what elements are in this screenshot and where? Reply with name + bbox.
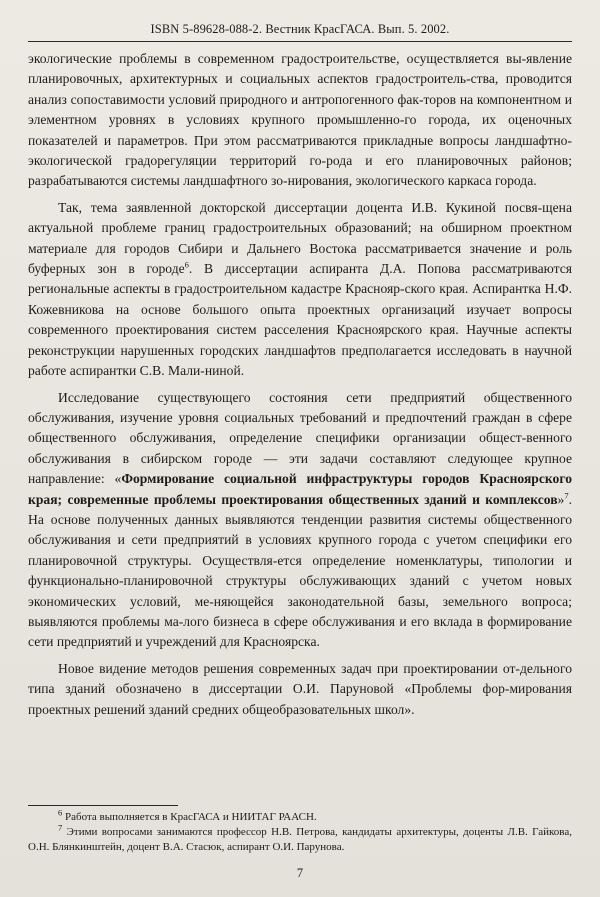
footnote-number: 6 [58,807,63,818]
text-run: экологические проблемы в современном градостроительстве, осуществляется вы-явление планировочных, архитектурных и социальных аспектов градостроитель-ства, проводится анализ сопоставимости условий природного и антропогенного фак-торов на компонентном и элементном уровнях в условиях крупного промышленно-го города, их оценочных показателей и параметров. При этом рассматриваются прикладные вопросы ландшафтно-экологической градорегуляции территорий го-рода и его планировочных районов; разрабатываются системы ландшафтного зо-нирования, экологического каркаса города. [28,51,572,189]
paragraph [28,49,572,192]
bold-text: Формирование социальной инфраструктуры городов Красноярского края; современные проблемы проектирования общественных зданий и комплексов [28,471,572,507]
footnote-ref: 6 [184,259,189,270]
footnote-text: Работа выполняется в КрасГАСА и НИИТАГ РААСН. [62,811,317,823]
body-text [28,49,572,720]
footnote [28,822,572,855]
footnote-number: 7 [58,822,63,833]
header-rule [28,41,572,42]
footnote-text: Этими вопросами занимаются профессор Н.В. Петрова, кандидаты архитектуры, доценты Л.В. Гайкова, О.Н. Блянкинштейн, доцент В.А. Стасюк, аспирант О.И. Парунова. [28,826,572,853]
page-number: 7 [296,866,304,880]
running-header: ISBN 5-89628-088-2. Вестник КрасГАСА. Вып. 5. 2002. [150,22,450,36]
footnote-ref: 7 [564,490,569,500]
footnote [28,807,572,825]
text-run: . В диссертации аспиранта Д.А. Попова рассматриваются региональные аспекты в градостроительном кадастре Краснояр-ского края. Аспирантка Н.Ф. Кожевникова на основе большого опыта проектных организаций изучает вопросы современного проектирования систем расселения Красноярского края. Научные аспекты реконструкции нарушенных городских ландшафтов предполагается исследовать в научной работе аспирантки С.В. Мали-ниной. [28,261,572,379]
paragraph [28,198,572,382]
footnote-rule [28,805,178,806]
text-run: Новое видение методов решения современных задач при проектировании от-дельного типа зданий обозначено в диссертации О.И. Паруновой «Проблемы фор-мирования проектных решений зданий средних общеобразовательных школ». [28,660,572,717]
text-run: » [557,491,565,507]
paragraph [28,388,572,653]
text-run: . На основе полученных данных выявляются тенденции развития системы общественного обслуживания и сети предприятий в условиях крупного города с учетом специфики его планировочной структуры. Осуществля-ется определение номенклатуры, типологии и функционально-планировочной структуры обслуживающих зданий с учетом новых экономических условий, ме-няющейся законодательной базы, земельного вопроса; выявляются проблемы ма-лого бизнеса в сфере обслуживания и его вклада в формирование сети предприятий и учреждений для Красноярска. [28,491,572,650]
paragraph [28,659,572,720]
text-run: Так, тема заявленной докторской диссертации доцента И.В. Кукиной посвя-щена актуальной проблеме границ градостроительных образований; на обширном проектном материале для городов Сибири и Дальнего Востока рассматривается значение и роль буферных зон в городе [28,199,572,277]
text-run: Исследование существующего состояния сети предприятий общественного обслуживания, изучение уровня социальных требований и предпочтений граждан в сфере общественного обслуживания, определение специфики организации общест-венного обслуживания в сибирском городе — эти задачи составляют следующее крупное направление: « [28,389,572,487]
footnotes [28,807,572,855]
